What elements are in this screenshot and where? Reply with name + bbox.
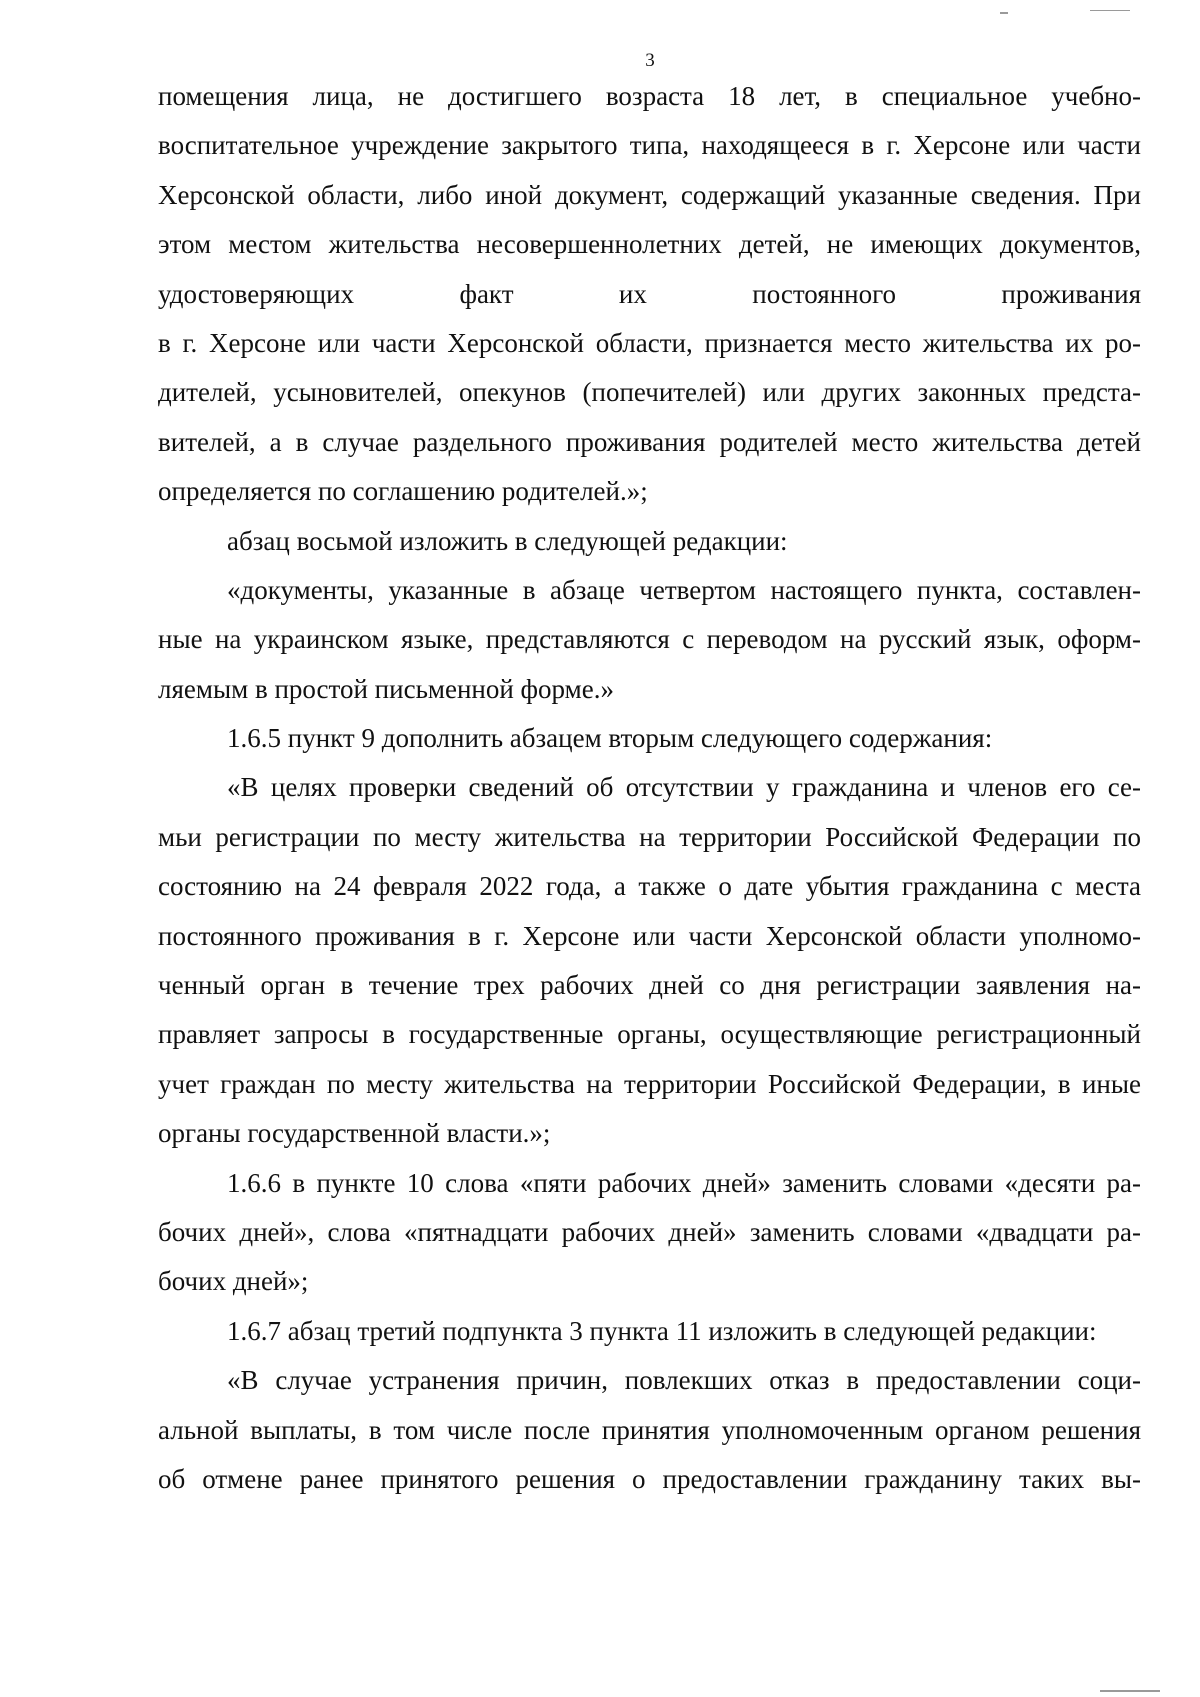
page-number: 3 [645, 50, 655, 71]
text-line: определяется по соглашению родителей.»; [158, 476, 648, 507]
text-line: удостоверяющих факт их постоянного проживания [158, 278, 1141, 309]
text-line: «В случае устранения причин, повлекших отказ в предоставлении соци- [227, 1365, 1141, 1396]
scan-artifact [1100, 1690, 1160, 1692]
text-line: Херсонской области, либо иной документ, содержащий указанные сведения. При [158, 179, 1141, 210]
body-text [158, 72, 1141, 1504]
text-line: 1.6.6 в пункте 10 слова «пяти рабочих дней» заменить словами «десяти ра- [227, 1167, 1141, 1198]
text-line: бочих дней», слова «пятнадцати рабочих дней» заменить словами «двадцати ра- [158, 1216, 1141, 1247]
scan-artifact [1090, 10, 1130, 11]
text-line: бочих дней»; [158, 1266, 309, 1297]
text-line: ные на украинском языке, представляются с переводом на русский язык, оформ- [158, 624, 1141, 655]
text-line: учет граждан по месту жительства на территории Российской Федерации, в иные [158, 1068, 1141, 1099]
text-line: дителей, усыновителей, опекунов (попечителей) или других законных предста- [158, 377, 1141, 408]
text-line: «документы, указанные в абзаце четвертом настоящего пункта, составлен- [227, 574, 1141, 605]
scan-artifact [1000, 12, 1008, 14]
text-line: правляет запросы в государственные органы, осуществляющие регистрационный [158, 1019, 1141, 1050]
text-line: мьи регистрации по месту жительства на территории Российской Федерации по [158, 821, 1141, 852]
text-line: абзац восьмой изложить в следующей редакции: [227, 525, 788, 556]
text-line: вителей, а в случае раздельного проживания родителей место жительства детей [158, 426, 1141, 457]
text-line: об отмене ранее принятого решения о предоставлении гражданину таких вы- [158, 1463, 1141, 1494]
text-line: «В целях проверки сведений об отсутствии у гражданина и членов его се- [227, 772, 1141, 803]
text-line: 1.6.5 пункт 9 дополнить абзацем вторым следующего содержания: [227, 723, 993, 754]
text-line: ченный орган в течение трех рабочих дней со дня регистрации заявления на- [158, 970, 1141, 1001]
text-line: 1.6.7 абзац третий подпункта 3 пункта 11 изложить в следующей редакции: [227, 1315, 1097, 1346]
text-line: помещения лица, не достигшего возраста 18 лет, в специальное учебно- [158, 81, 1141, 111]
text-line: в г. Херсоне или части Херсонской области, признается место жительства их ро- [158, 327, 1141, 358]
text-line: этом местом жительства несовершеннолетних детей, не имеющих документов, [158, 229, 1141, 260]
text-line: альной выплаты, в том числе после принятия уполномоченным органом решения [158, 1414, 1141, 1445]
text-line: органы государственной власти.»; [158, 1118, 551, 1149]
text-line: воспитательное учреждение закрытого типа, находящееся в г. Херсоне или части [158, 130, 1141, 161]
text-line: ляемым в простой письменной форме.» [158, 673, 614, 704]
text-line: состоянию на 24 февраля 2022 года, а также о дате убытия гражданина с места [158, 871, 1141, 902]
text-line: постоянного проживания в г. Херсоне или части Херсонской области уполномо- [158, 920, 1141, 951]
